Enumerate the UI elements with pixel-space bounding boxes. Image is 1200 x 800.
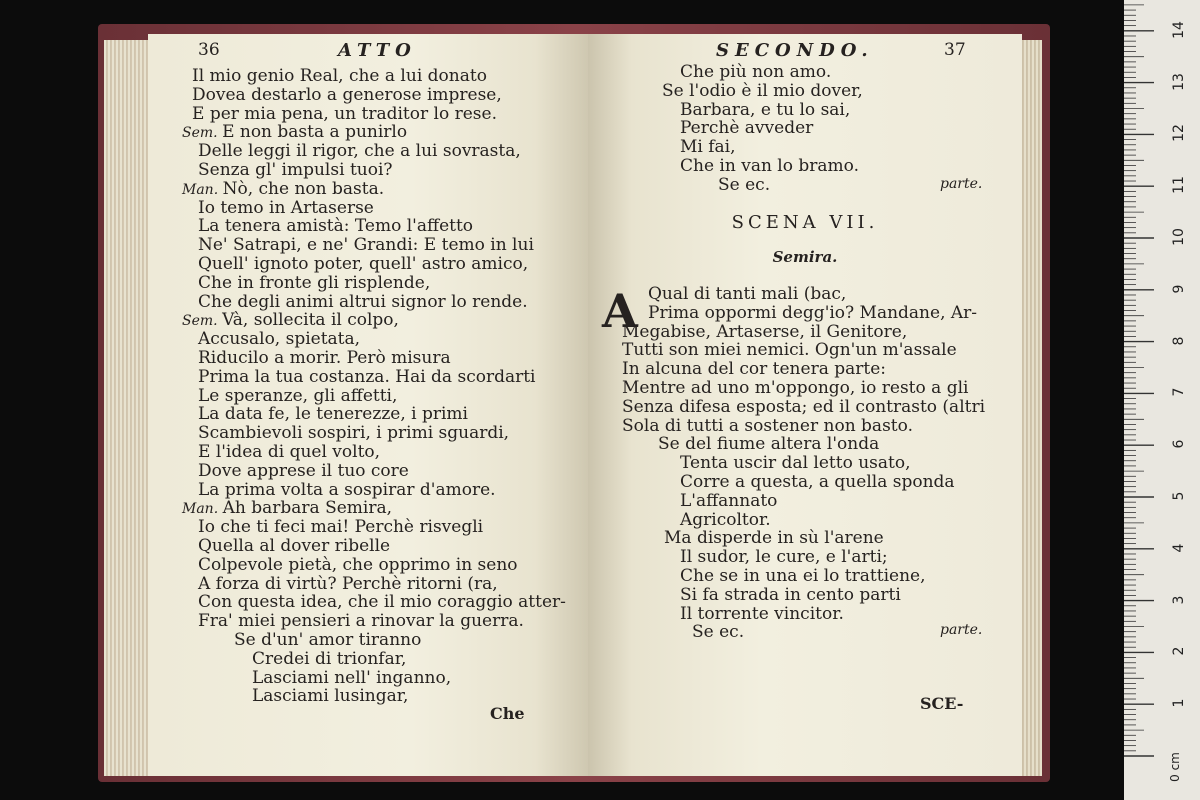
verse-line: Senza difesa esposta; ed il contrasto (altri	[622, 396, 986, 417]
verse-line	[198, 216, 473, 236]
character-name: Semira.	[772, 248, 838, 266]
ruler-number: 5	[1171, 491, 1187, 501]
verse-text: Se d'un' amor tiranno	[234, 630, 422, 650]
speaker-label: Man.	[182, 181, 223, 198]
verse-text: Dovea destarlo a generose imprese,	[192, 84, 502, 105]
verse-line	[198, 423, 509, 443]
verse-text: Dove apprese il tuo core	[198, 460, 409, 481]
verse-text: Lasciami nell' inganno,	[252, 667, 452, 688]
verse-line: Se ec.	[692, 622, 745, 643]
verse-line	[192, 85, 502, 105]
ruler-number: 6	[1171, 439, 1187, 449]
ruler-number: 7	[1171, 387, 1187, 397]
verse-text: Quell' ignoto poter, quell' astro amico,	[198, 254, 529, 274]
verse-line: Corre a questa, a quella sponda	[680, 472, 955, 492]
verse-text: Quella al dover ribelle	[198, 536, 391, 556]
verse-line: Perchè avveder	[680, 118, 814, 139]
verse-text: Fra' miei pensieri a rinovar la guerra.	[198, 611, 524, 632]
speaker-label: Man.	[182, 501, 223, 518]
exit-direction-1: parte.	[940, 176, 983, 192]
verse-text: A forza di virtù? Perchè ritorni (ra,	[198, 573, 498, 594]
ruler-number: 11	[1171, 176, 1187, 195]
verse-text: Delle leggi il rigor, che a lui sovrasta,	[198, 141, 521, 162]
verse-text: La tenera amistà: Temo l'affetto	[198, 216, 474, 237]
catchword-left: Che	[490, 704, 525, 723]
exit-direction-2: parte.	[940, 622, 983, 638]
verse-line	[198, 160, 393, 180]
verse-line	[198, 367, 536, 387]
verse-text: Colpevole pietà, che opprimo in seno	[198, 554, 518, 575]
verse-line	[198, 461, 409, 481]
verse-text: Io temo in Artaserse	[198, 197, 374, 218]
verse-line: Tutti son miei nemici. Ogn'un m'assale	[622, 340, 957, 361]
catchword-right: SCE-	[920, 694, 964, 713]
ruler-number: 8	[1171, 336, 1187, 346]
verse-text: Senza gl' impulsi tuoi?	[198, 160, 393, 180]
verse-line: Se l'odio è il mio dover,	[662, 80, 863, 101]
verse-text: Io che ti feci mai! Perchè risvegli	[198, 517, 484, 538]
ruler-number: 1	[1171, 698, 1187, 708]
verse-line	[198, 254, 528, 274]
verse-line: Megabise, Artaserse, il Genitore,	[622, 321, 908, 342]
scene-title: SCENA VII.	[731, 212, 879, 233]
verse-line: Si fa strada in cento parti	[680, 584, 901, 605]
ruler-number: 12	[1171, 124, 1187, 143]
verse-text: Và, sollecita il colpo,	[222, 310, 399, 331]
ruler-number: 10	[1171, 228, 1187, 246]
verse-text: Ah barbara Semira,	[222, 498, 392, 519]
ruler-unit-label: 0 cm	[1167, 752, 1182, 782]
verse-line	[198, 141, 521, 161]
verse-line	[198, 555, 518, 575]
verse-line	[198, 536, 390, 556]
verse-text: E l'idea di quel volto,	[198, 442, 381, 462]
verse-line	[198, 235, 534, 255]
page-edges-left	[104, 40, 152, 776]
measurement-ruler	[1124, 0, 1200, 800]
verse-text: Credei di trionfar,	[252, 648, 407, 669]
verse-line: Se del fiume altera l'onda	[658, 434, 880, 455]
verse-line: Agricoltor.	[680, 509, 771, 530]
verse-line: Che in van lo bramo.	[680, 156, 859, 176]
verse-line	[252, 649, 406, 669]
verse-text: La data fe, le tenerezze, i primi	[198, 404, 468, 425]
verse-line: In alcuna del cor tenera parte:	[622, 359, 886, 380]
verse-line	[192, 104, 497, 124]
verse-line	[198, 517, 483, 537]
verse-text: Il mio genio Real, che a lui donato	[192, 66, 487, 86]
verse-line	[198, 329, 360, 349]
verse-line: Che più non amo.	[680, 62, 832, 82]
verse-line	[252, 668, 451, 688]
verse-line: Qual di tanti mali (bac,	[648, 284, 847, 304]
verse-line: Ma disperde in sù l'arene	[664, 528, 884, 549]
right-page	[588, 34, 1022, 776]
verse-text: Lasciami lusingar,	[252, 686, 409, 707]
speaker-label: Sem.	[182, 313, 223, 330]
verse-text: Con questa idea, che il mio coraggio atter-	[198, 592, 566, 613]
verse-line: Il torrente vincitor.	[680, 603, 844, 624]
verse-text: Prima la tua costanza. Hai da scordarti	[198, 366, 536, 387]
verse-line: Se ec.	[718, 174, 771, 195]
verse-line	[198, 480, 496, 500]
ruler-ticks	[1124, 0, 1200, 800]
ruler-number: 9	[1171, 284, 1187, 294]
verse-line: Mentre ad uno m'oppongo, io resto a gli	[622, 378, 969, 398]
verse-line	[198, 273, 430, 293]
ruler-number: 14	[1171, 20, 1187, 39]
ruler-number: 2	[1171, 646, 1187, 656]
page-edges-right	[1020, 40, 1042, 776]
verse-text: Scambievoli sospiri, i primi sguardi,	[198, 423, 510, 444]
verse-line	[234, 630, 421, 650]
page-number-right: 37	[944, 40, 966, 60]
verse-line: Barbara, e tu lo sai,	[680, 99, 851, 120]
verse-line: Tenta uscir dal letto usato,	[680, 453, 911, 474]
verse-text: Che in fronte gli risplende,	[198, 272, 431, 293]
verse-line	[198, 574, 498, 594]
ruler-number: 13	[1171, 72, 1187, 91]
left-page	[148, 34, 588, 776]
running-head-right: SECONDO.	[716, 40, 874, 61]
verse-line	[198, 198, 374, 218]
verse-line: Prima oppormi degg'io? Mandane, Ar-	[648, 302, 978, 323]
verse-line	[198, 404, 468, 424]
verse-text: E non basta a punirlo	[222, 122, 408, 143]
verse-line	[198, 386, 397, 406]
drop-cap: A	[602, 284, 638, 338]
verse-text: Ne' Satrapi, e ne' Grandi: E temo in lui	[198, 235, 534, 256]
verse-line	[198, 611, 524, 631]
verse-line: Il sudor, le cure, e l'arti;	[680, 547, 888, 568]
verse-line: L'affannato	[680, 490, 778, 511]
verse-text: La prima volta a sospirar d'amore.	[198, 479, 496, 500]
verse-line: Mi fai,	[680, 137, 736, 158]
speaker-label: Sem.	[182, 125, 223, 142]
verse-text: Che degli animi altrui signor lo rende.	[198, 291, 528, 312]
verse-text: Nò, che non basta.	[222, 178, 385, 199]
page-number-left: 36	[198, 40, 220, 60]
verse-text: Le speranze, gli affetti,	[198, 385, 398, 406]
ruler-number: 4	[1171, 543, 1187, 553]
verse-line: Che se in una ei lo trattiene,	[680, 566, 926, 586]
verse-text: E per mia pena, un traditor lo rese.	[192, 103, 497, 124]
verse-text: Accusalo, spietata,	[198, 329, 361, 350]
verse-line	[198, 348, 451, 368]
verse-line	[252, 686, 408, 706]
verse-line: Sola di tutti a sostener non basto.	[622, 415, 913, 436]
verse-text: Riducilo a morir. Però misura	[198, 348, 451, 368]
verse-line	[198, 442, 380, 462]
running-head-left: ATTO	[338, 40, 417, 61]
verse-line	[198, 592, 566, 612]
ruler-number: 3	[1171, 595, 1187, 605]
verse-line	[192, 66, 487, 86]
verse-line	[198, 292, 528, 312]
